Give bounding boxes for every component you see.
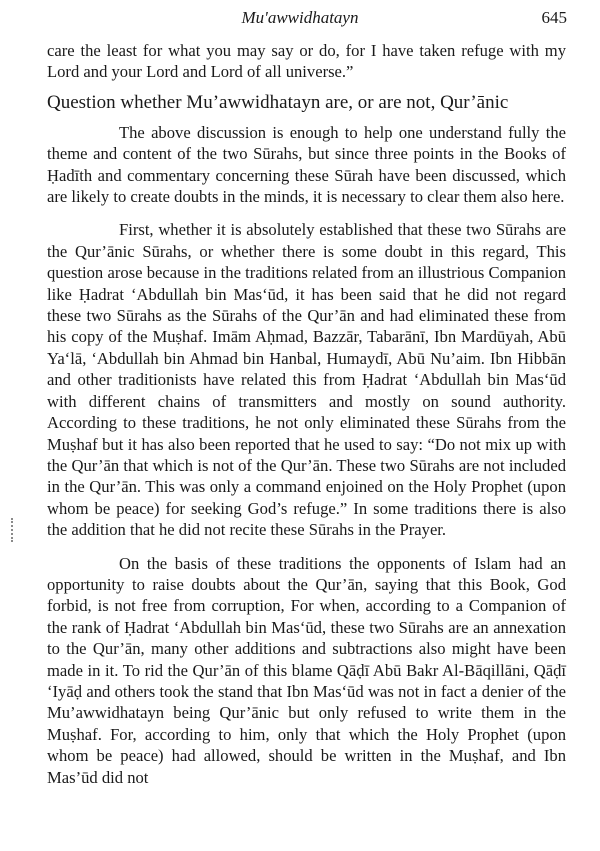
paragraph-intro: The above discussion is enough to help one understand fully the theme and content of the two Sūrahs, but since three points in the Books of Ḥadīth and commentary concerning these Sūrah have been discussed, which are likely to create doubts in the minds, it is necessary to clear them also here. bbox=[47, 122, 566, 207]
continuation-paragraph: care the least for what you may say or do, for I have taken refuge with my Lord and your Lord and Lord of all universe.” bbox=[47, 41, 566, 82]
margin-dot-marks bbox=[11, 518, 15, 542]
paragraph-opponents: On the basis of these traditions the opponents of Islam had an opportunity to raise doubts about the Qur’ān, saying that this Book, God forbid, is not free from corruption, For when, according to a Companion of the rank of Ḥadrat ‘Abdullah bin Mas‘ūd, these two Sūrahs are an annexation to the Qur’ān, many other additions and subtractions also might have been made in it. To rid the Qur’ān of this blame Qāḍī Abū Bakr Al-Bāqillāni, Qāḍī ‘Iyāḍ and others took the stand that Ibn Mas‘ūd was not in fact a denier of the Mu’awwidhatayn being Qur’ānic but only refused to write them in the Muṣhaf. For, according to him, only that which the Holy Prophet (upon whom be peace) had allowed, should be written in the Muṣhaf, and Ibn Mas’ūd did not bbox=[47, 553, 566, 787]
page-body bbox=[47, 40, 566, 788]
page-number: 645 bbox=[541, 8, 567, 27]
page-header bbox=[0, 8, 600, 30]
running-title: Mu'awwidhatayn bbox=[241, 8, 359, 27]
paragraph-first-point: First, whether it is absolutely established that these two Sūrahs are the Qur’ānic Sūrahs, or whether there is some doubt in this regard, This question arose because in the traditions related from an illustrious Companion like Ḥadrat ‘Abdullah bin Mas‘ūd, it has been said that he did not regard these two Sūrahs as the Sūrahs of the Qur’ān and had eliminated these from his copy of the Muṣhaf. Imām Aḥmad, Bazzār, Tabarānī, Ibn Mardūyah, Abū Ya‘lā, ‘Abdullah bin Ahmad bin Hanbal, Humaydī, Abū Nu’aim. Ibn Hibbān and other traditionists have related this from Ḥadrat ‘Abdullah bin Mas‘ūd with different chains of transmitters and mostly on sound authority. According to these traditions, he not only eliminated these Sūrahs from the Muṣhaf but it has also been reported that he used to say: “Do not mix up with the Qur’ān that which is not of the Qur’ān. These two Sūrahs are not included in the Qur’ān. This was only a command enjoined on the Holy Prophet (upon whom be peace) for seeking God’s refuge.” In some traditions there is also the addition that he did not recite these Sūrahs in the Prayer. bbox=[47, 220, 566, 540]
section-heading: Question whether Mu’awwidhatayn are, or are not, Qur’ānic bbox=[47, 91, 509, 113]
